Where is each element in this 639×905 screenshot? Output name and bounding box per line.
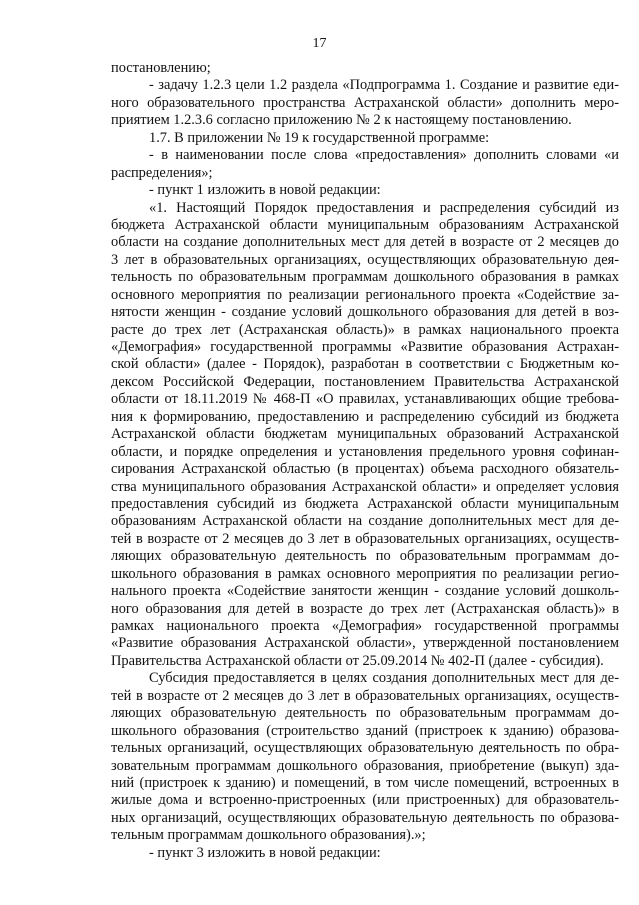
text-line: «Демография» государственной программы «Развитие образования Астрахан- (111, 339, 619, 355)
text-line: ний (пристроек к зданию) и помещений, в том числе помещений, встроенных в (111, 774, 619, 791)
page-number: 17 (312, 36, 327, 51)
text-line: тельных организаций, осуществляющих образовательную деятельность по обра- (111, 740, 619, 757)
text-line: - задачу 1.2.3 цели 1.2 раздела «Подпрограмма 1. Создание и развитие еди- (149, 77, 619, 94)
text-line: основного мероприятия по реализации регионального проекта «Содействие за- (111, 286, 619, 303)
text-line: школьного образования в рамках основного мероприятия по реализации регио- (111, 565, 619, 582)
text-line: зовательным программам дошкольного образования, приобретение (выкуп) зда- (111, 757, 619, 774)
text-line: постановлению; (111, 60, 211, 76)
paragraph (111, 60, 619, 130)
text-line: области, и порядке определения и установления предельного уровня софинан- (111, 443, 619, 460)
text-line: ного образовательного пространства Астраханской области» дополнить меро- (111, 94, 619, 111)
text-line: тей в возрасте от 2 месяцев до 3 лет в образовательных организациях, осуществ- (111, 687, 619, 704)
text-line: распределения»; (111, 164, 213, 181)
text-line: - пункт 3 изложить в новой редакции: (149, 844, 381, 861)
text-line: нального проекта «Содействие занятости женщин - создание условий дошколь- (111, 583, 619, 600)
text-line: «1. Настоящий Порядок предоставления и распределения субсидий из (149, 199, 619, 216)
document-body (111, 60, 619, 862)
text-line: жилые дома и встроенно-пристроенных (или пристроенных) для образователь- (111, 792, 619, 809)
paragraph (111, 845, 619, 862)
text-line: тельным программам дошкольного образования).»; (111, 827, 426, 844)
text-line: расте до трех лет (Астраханская область)» в рамках национального проекта (111, 321, 619, 338)
text-line: ния к формированию, предоставлению и распределению субсидий из бюджета (111, 408, 619, 425)
text-line: ляющих образовательную деятельность по образовательным программам до- (111, 705, 619, 722)
text-line: приятием 1.2.3.6 согласно приложению № 2 к настоящему постановлению. (111, 112, 572, 129)
paragraph (111, 130, 619, 182)
text-line: школьного образования (строительство зданий (пристроек к зданию) образова- (111, 722, 619, 739)
text-line: нятости женщин - создание условий дошкольного образования для детей в воз- (111, 304, 619, 321)
text-line: Правительства Астраханской области от 25.09.2014 № 402-П (далее - субсидия). (111, 652, 604, 669)
text-line: предоставления субсидий из бюджета Астраханской области муниципальным (111, 495, 619, 512)
text-line: бюджета Астраханской области муниципальным образованиям Астраханской (111, 216, 619, 233)
text-line: ного образования для детей в возрасте до трех лет (Астраханская область)» в (111, 600, 619, 617)
text-line: ляющих образовательную деятельность по образовательным программам до- (111, 548, 619, 565)
paragraph (111, 200, 619, 671)
text-line: образованиям Астраханской области на создание дополнительных мест для де- (111, 513, 619, 530)
text-line: - пункт 1 изложить в новой редакции: (149, 182, 381, 199)
text-line: тельность по образовательным программам дошкольного образования в рамках (111, 269, 619, 286)
text-line: Астраханской области бюджетам муниципальных образований Астраханской (111, 426, 619, 443)
paragraph (111, 182, 619, 199)
text-line: Субсидия предоставляется в целях создания дополнительных мест для де- (149, 670, 619, 687)
text-line: - в наименовании после слова «предоставления» дополнить словами «и (149, 147, 619, 164)
text-line: 1.7. В приложении № 19 к государственной программе: (149, 129, 490, 146)
text-line: рамках национального проекта «Демография» государственной программы (111, 618, 619, 634)
text-line: тей в возрасте от 2 месяцев до 3 лет в образовательных организациях, осуществ- (111, 530, 619, 547)
text-line: ных организаций, осуществляющих образовательную деятельность по образова- (111, 809, 619, 826)
text-line: 3 лет в образовательных организациях, осуществляющих образовательную дея- (111, 251, 619, 268)
text-line: дексом Российской Федерации, постановлением Правительства Астраханской (111, 373, 619, 390)
text-line: ской области» (далее - Порядок), разработан в соответствии с Бюджетным ко- (111, 356, 619, 373)
text-line: области на создание дополнительных мест для детей в возрасте от 2 месяцев до (111, 234, 619, 251)
text-line: «Развитие образования Астраханской области», утвержденной постановлением (111, 635, 619, 652)
text-line: ства муниципального образования Астраханской области» и определяет условия (111, 478, 619, 495)
paragraph (111, 670, 619, 844)
text-line: сирования Астраханской областью (в процентах) объема расходного обязатель- (111, 461, 619, 478)
text-line: области от 18.11.2019 № 468-П «О правилах, устанавливающих общие требова- (111, 391, 619, 408)
